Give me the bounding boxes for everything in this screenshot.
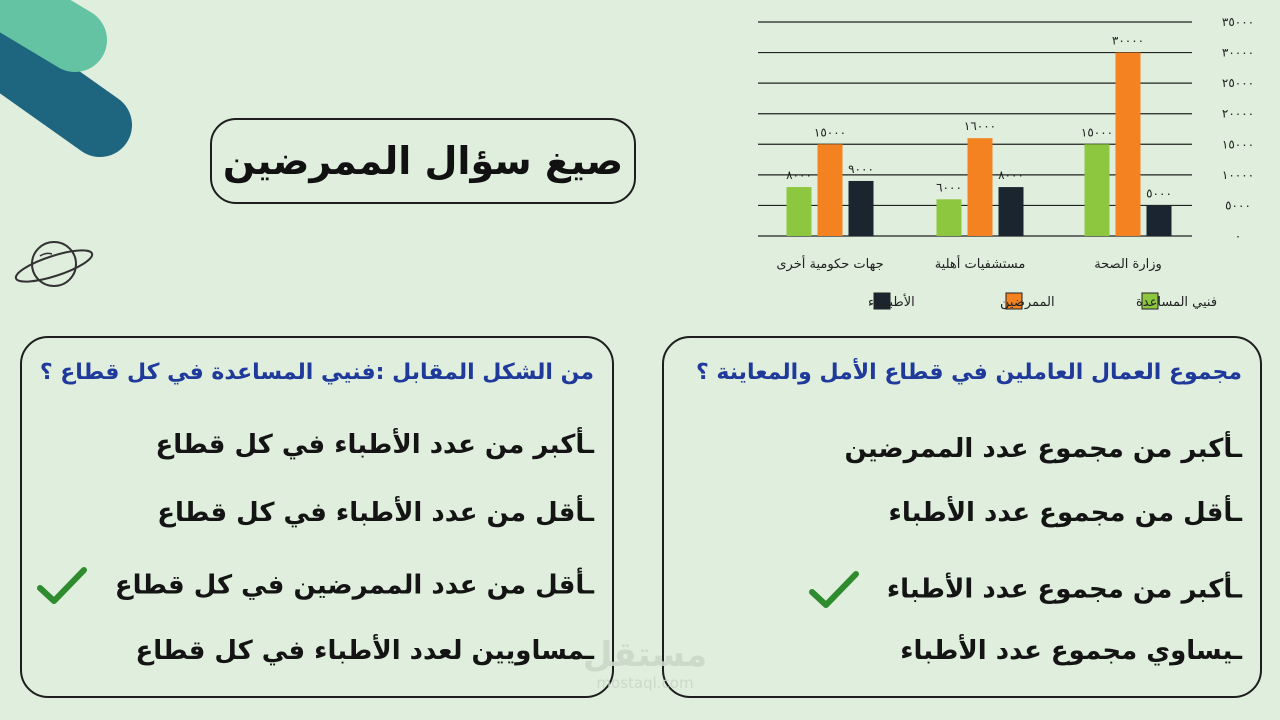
watermark-latin: mostaql.com xyxy=(596,674,694,692)
y-tick-label: ٣٥٠٠٠ xyxy=(1221,15,1255,29)
data-label: ٨٠٠٠ xyxy=(998,168,1024,183)
option-text: ـمساويين لعدد الأطباء في كل قطاع xyxy=(135,636,594,666)
y-tick-label: ٢٠٠٠٠ xyxy=(1221,106,1255,121)
data-label: ٣٠٠٠٠ xyxy=(1111,33,1145,48)
x-category-label: مستشفيات أهلية xyxy=(934,257,1026,272)
y-tick-label: ٣٠٠٠٠ xyxy=(1221,45,1255,60)
answer-option[interactable] xyxy=(136,636,595,666)
planet-icon xyxy=(10,236,100,296)
y-tick-label: ٢٥٠٠٠ xyxy=(1221,76,1255,91)
answer-option[interactable] xyxy=(156,430,594,460)
data-label: ١٥٠٠٠ xyxy=(1080,125,1114,140)
bar-chart xyxy=(750,0,1280,330)
bar xyxy=(1085,144,1110,236)
y-tick-label: ٥٠٠٠ xyxy=(1225,198,1251,213)
bar xyxy=(999,187,1024,236)
option-text: ـيساوي مجموع عدد الأطباء xyxy=(900,636,1242,666)
y-tick-label: ٠ xyxy=(1234,229,1242,243)
data-label: ٦٠٠٠ xyxy=(936,180,962,195)
question-text: مجموع العمال العاملين في قطاع الأمل والمعاينة ؟ xyxy=(695,360,1242,385)
question-card-left xyxy=(20,336,614,698)
check-mark-icon xyxy=(36,566,88,606)
bar xyxy=(1147,205,1172,236)
option-text: ـأقل من مجموع عدد الأطباء xyxy=(888,498,1242,528)
check-mark-icon xyxy=(808,570,860,610)
bar xyxy=(818,144,843,236)
y-tick-label: ١٥٠٠٠ xyxy=(1221,137,1255,152)
answer-option[interactable] xyxy=(889,498,1242,528)
answer-option-correct[interactable] xyxy=(808,570,1242,610)
watermark-arabic: مستقل xyxy=(582,635,708,675)
question-card-right xyxy=(662,336,1262,698)
page-title-text: صيغ سؤال الممرضين xyxy=(222,139,624,183)
legend-label: الأطبـــاء xyxy=(868,295,915,310)
bar xyxy=(849,181,874,236)
legend-label: فنيي المساعدة xyxy=(1136,295,1218,310)
bar xyxy=(1116,53,1141,236)
option-text: ـأكبر من مجموع عدد الممرضين xyxy=(844,434,1242,464)
data-label: ١٦٠٠٠ xyxy=(963,119,997,134)
x-category-label: جهات حكومية أخرى xyxy=(776,257,884,272)
y-tick-label: ١٠٠٠٠ xyxy=(1221,167,1255,182)
page-title xyxy=(210,118,636,204)
answer-option[interactable] xyxy=(900,636,1242,666)
x-category-label: وزارة الصحة xyxy=(1094,257,1162,272)
data-label: ٥٠٠٠ xyxy=(1146,186,1172,201)
bar xyxy=(937,199,962,236)
watermark xyxy=(560,636,730,692)
bar xyxy=(787,187,812,236)
option-text: ـأقل من عدد الممرضين في كل قطاع xyxy=(114,570,594,601)
answer-option[interactable] xyxy=(844,434,1242,464)
data-label: ٨٠٠٠ xyxy=(786,168,812,183)
option-text: ـأكبر من عدد الأطباء في كل قطاع xyxy=(155,430,594,460)
option-text: ـأقل من عدد الأطباء في كل قطاع xyxy=(157,498,594,528)
option-text: ـأكبر من مجموع عدد الأطباء xyxy=(886,574,1242,605)
data-label: ١٥٠٠٠ xyxy=(813,125,847,140)
answer-option-correct[interactable] xyxy=(36,566,594,606)
corner-decoration xyxy=(0,0,170,170)
question-text: من الشكل المقابل :فنيي المساعدة في كل قطاع ؟ xyxy=(39,360,594,385)
bar xyxy=(968,138,993,236)
data-label: ٩٠٠٠ xyxy=(848,161,874,176)
legend-label: الممرضين xyxy=(1000,295,1055,310)
answer-option[interactable] xyxy=(157,498,594,528)
